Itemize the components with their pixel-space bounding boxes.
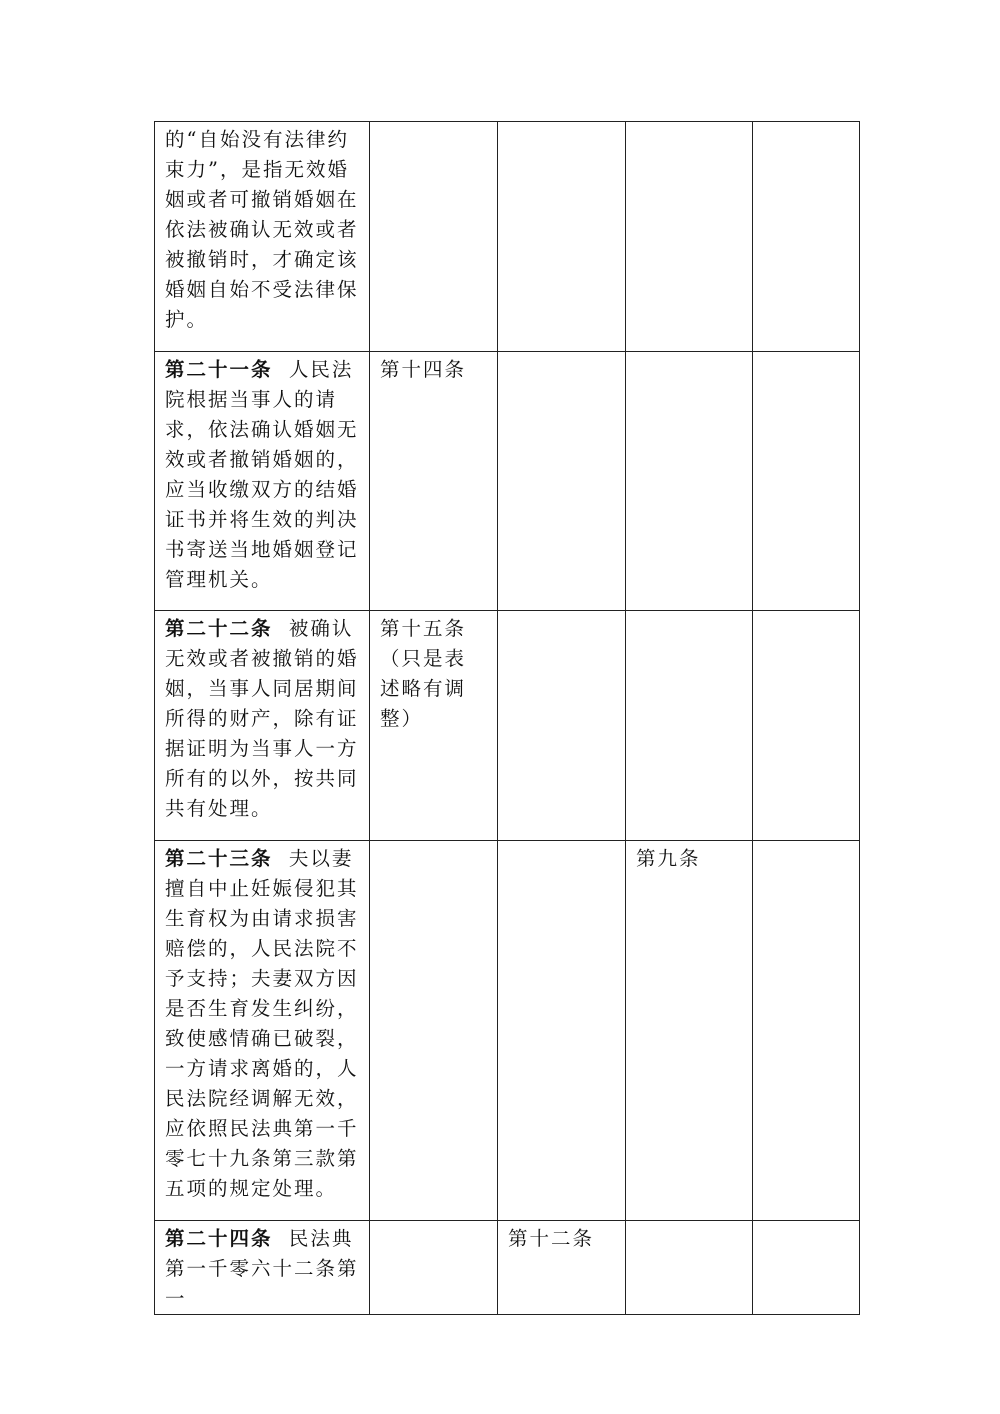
article-title: 第二十二条 (165, 617, 273, 640)
table-row (155, 352, 860, 611)
reference-cell: 第十五条 （只是表述略有调整） (370, 611, 498, 841)
table-row (155, 1221, 860, 1315)
reference-cell (498, 352, 626, 611)
article-title: 第二十四条 (165, 1227, 273, 1250)
comparison-table (154, 121, 860, 1315)
reference-cell (498, 611, 626, 841)
reference-cell (626, 1221, 753, 1315)
reference-cell (753, 352, 860, 611)
article-text: 夫以妻擅自中止妊娠侵犯其生育权为由请求损害赔偿的，人民法院不予支持；夫妻双方因是否生育发生纠纷，致使感情确已破裂，一方请求离婚的，人民法院经调解无效，应依照民法典第一千零七十九条第三款第五项的规定处理。 (165, 847, 359, 1200)
article-cell (155, 841, 370, 1221)
reference-cell (626, 122, 753, 352)
reference-cell (753, 1221, 860, 1315)
article-cell (155, 122, 370, 352)
article-cell (155, 1221, 370, 1315)
reference-cell (626, 352, 753, 611)
reference-cell: 第九条 (626, 841, 753, 1221)
table-row (155, 841, 860, 1221)
article-text: 人民法院根据当事人的请求，依法确认婚姻无效或者撤销婚姻的，应当收缴双方的结婚证书并将生效的判决书寄送当地婚姻登记管理机关。 (165, 358, 359, 591)
reference-cell (753, 841, 860, 1221)
reference-cell (370, 122, 498, 352)
reference-cell (498, 122, 626, 352)
reference-cell (370, 841, 498, 1221)
article-title: 第二十三条 (165, 847, 273, 870)
reference-cell (498, 841, 626, 1221)
article-text: 被确认无效或者被撤销的婚姻，当事人同居期间所得的财产，除有证据证明为当事人一方所有的以外，按共同共有处理。 (165, 617, 359, 820)
article-text: 民法典第一千零六十二条第一 (165, 1227, 359, 1310)
article-text: 的“自始没有法律约束力”，是指无效婚姻或者可撤销婚姻在依法被确认无效或者被撤销时，才确定该婚姻自始不受法律保护。 (165, 128, 359, 331)
reference-cell (626, 611, 753, 841)
article-title: 第二十一条 (165, 358, 273, 381)
article-cell (155, 352, 370, 611)
table-row (155, 611, 860, 841)
table-row (155, 122, 860, 352)
reference-cell (753, 122, 860, 352)
reference-cell (370, 1221, 498, 1315)
reference-cell (753, 611, 860, 841)
reference-cell: 第十二条 (498, 1221, 626, 1315)
article-cell (155, 611, 370, 841)
reference-cell: 第十四条 (370, 352, 498, 611)
